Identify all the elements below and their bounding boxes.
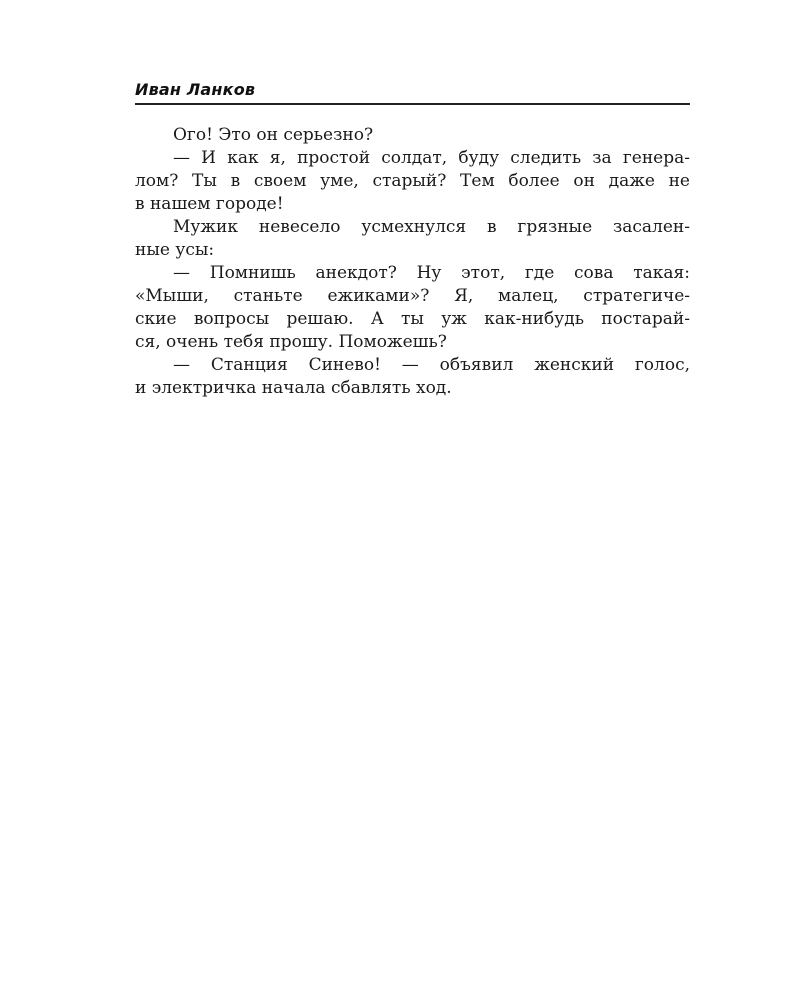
text-line: ские вопросы решаю. А ты уж как-нибудь постарай- — [135, 309, 690, 329]
body-text — [135, 124, 690, 400]
text-line: и электричка начала сбавлять ход. — [135, 378, 452, 398]
text-line: ся, очень тебя прошу. Поможешь? — [135, 332, 447, 352]
text-line: — Помнишь анекдот? Ну этот, где сова такая: — [173, 263, 690, 283]
text-line: ные усы: — [135, 240, 215, 260]
text-line: Мужик невесело усмехнулся в грязные засален- — [173, 217, 690, 237]
text-line: — И как я, простой солдат, буду следить за генера- — [173, 148, 690, 168]
text-line: лом? Ты в своем уме, старый? Тем более он даже не — [135, 171, 690, 191]
author-name: Иван Ланков — [135, 80, 256, 99]
text-line: — Станция Синево! — объявил женский голос, — [173, 355, 690, 375]
text-line: «Мыши, станьте ежиками»? Я, малец, стратегиче- — [135, 286, 690, 306]
header-rule — [135, 103, 690, 105]
text-line: в нашем городе! — [135, 194, 284, 214]
text-line: Ого! Это он серьезно? — [173, 125, 374, 145]
running-head — [135, 80, 690, 104]
